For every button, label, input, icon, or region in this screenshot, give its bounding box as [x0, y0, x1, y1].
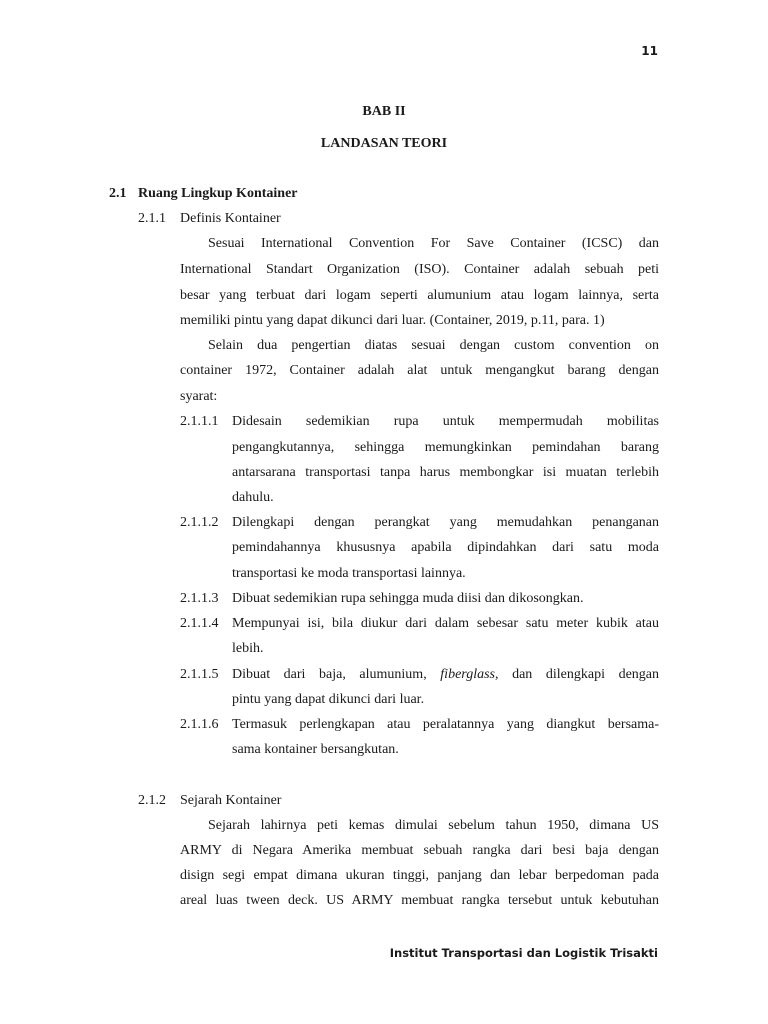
section-number: 2.1: [109, 186, 127, 201]
paragraph-line: syarat:: [180, 389, 218, 404]
list-item-number: 2.1.1.1: [180, 414, 219, 429]
list-item-line: sama kontainer bersangkutan.: [232, 742, 399, 757]
list-item-number: 2.1.1.3: [180, 591, 219, 606]
list-item-line: Termasuk perlengkapan atau peralatannya yang diangkut bersama-: [232, 717, 659, 732]
list-item-line: Mempunyai isi, bila diukur dari dalam sebesar satu meter kubik atau: [232, 616, 659, 631]
paragraph-line: container 1972, Container adalah alat untuk mengangkut barang dengan: [180, 363, 659, 378]
list-item-number: 2.1.1.5: [180, 667, 219, 682]
list-item-line: transportasi ke moda transportasi lainnya.: [232, 566, 466, 581]
list-item-number: 2.1.1.4: [180, 616, 219, 631]
paragraph-line: ARMY di Negara Amerika membuat sebuah rangka dari besi baja dengan: [180, 843, 659, 858]
list-item-line: pengangkutannya, sehingga memungkinkan pemindahan barang: [232, 440, 659, 455]
page-footer: Institut Transportasi dan Logistik Trisakti: [389, 946, 658, 960]
list-item-line: Dibuat sedemikian rupa sehingga muda diisi dan dikosongkan.: [232, 591, 584, 606]
paragraph-line: International Standart Organization (ISO). Container adalah sebuah peti: [180, 262, 659, 277]
list-item-number: 2.1.1.6: [180, 717, 219, 732]
chapter-subtitle: LANDASAN TEORI: [320, 136, 448, 151]
subsection-number: 2.1.1: [138, 211, 166, 226]
section-title: Ruang Lingkup Kontainer: [138, 186, 298, 201]
list-item-line: [232, 667, 659, 683]
subsection-number: 2.1.2: [138, 793, 166, 808]
subsection-title: Sejarah Kontainer: [180, 793, 282, 808]
paragraph-line: besar yang terbuat dari logam seperti alumunium atau logam lainnya, serta: [180, 288, 659, 303]
page-number: 11: [641, 44, 658, 58]
subsection-title: Definis Kontainer: [180, 211, 281, 226]
paragraph-line: Sejarah lahirnya peti kemas dimulai sebelum tahun 1950, dimana US: [208, 818, 659, 833]
paragraph-line: areal luas tween deck. US ARMY membuat rangka tersebut untuk kebutuhan: [180, 893, 659, 908]
list-item-number: 2.1.1.2: [180, 515, 219, 530]
paragraph-line: memiliki pintu yang dapat dikunci dari luar. (Container, 2019, p.11, para. 1): [180, 313, 605, 328]
paragraph-line: Sesuai International Convention For Save Container (ICSC) dan: [208, 236, 659, 251]
paragraph-line: Selain dua pengertian diatas sesuai dengan custom convention on: [208, 338, 659, 353]
list-item-line: antarsarana transportasi tanpa harus membongkar isi muatan terlebih: [232, 465, 659, 480]
list-item-italic-term: fiberglass: [440, 667, 496, 682]
list-item-line: Didesain sedemikian rupa untuk mempermudah mobilitas: [232, 414, 659, 429]
list-item-line: pintu yang dapat dikunci dari luar.: [232, 692, 425, 707]
list-item-line: pemindahannya khususnya apabila dipindahkan dari satu moda: [232, 540, 659, 555]
list-item-text: , dan dilengkapi dengan: [495, 667, 659, 682]
paragraph-line: disign segi empat dimana ukuran tinggi, panjang dan lebar berpedoman pada: [180, 868, 659, 883]
list-item-line: Dilengkapi dengan perangkat yang memudahkan penanganan: [232, 515, 659, 530]
list-item-text: Dibuat dari baja, alumunium,: [232, 667, 427, 682]
list-item-line: dahulu.: [232, 490, 274, 505]
chapter-title: BAB II: [362, 104, 406, 119]
list-item-line: lebih.: [232, 641, 264, 656]
